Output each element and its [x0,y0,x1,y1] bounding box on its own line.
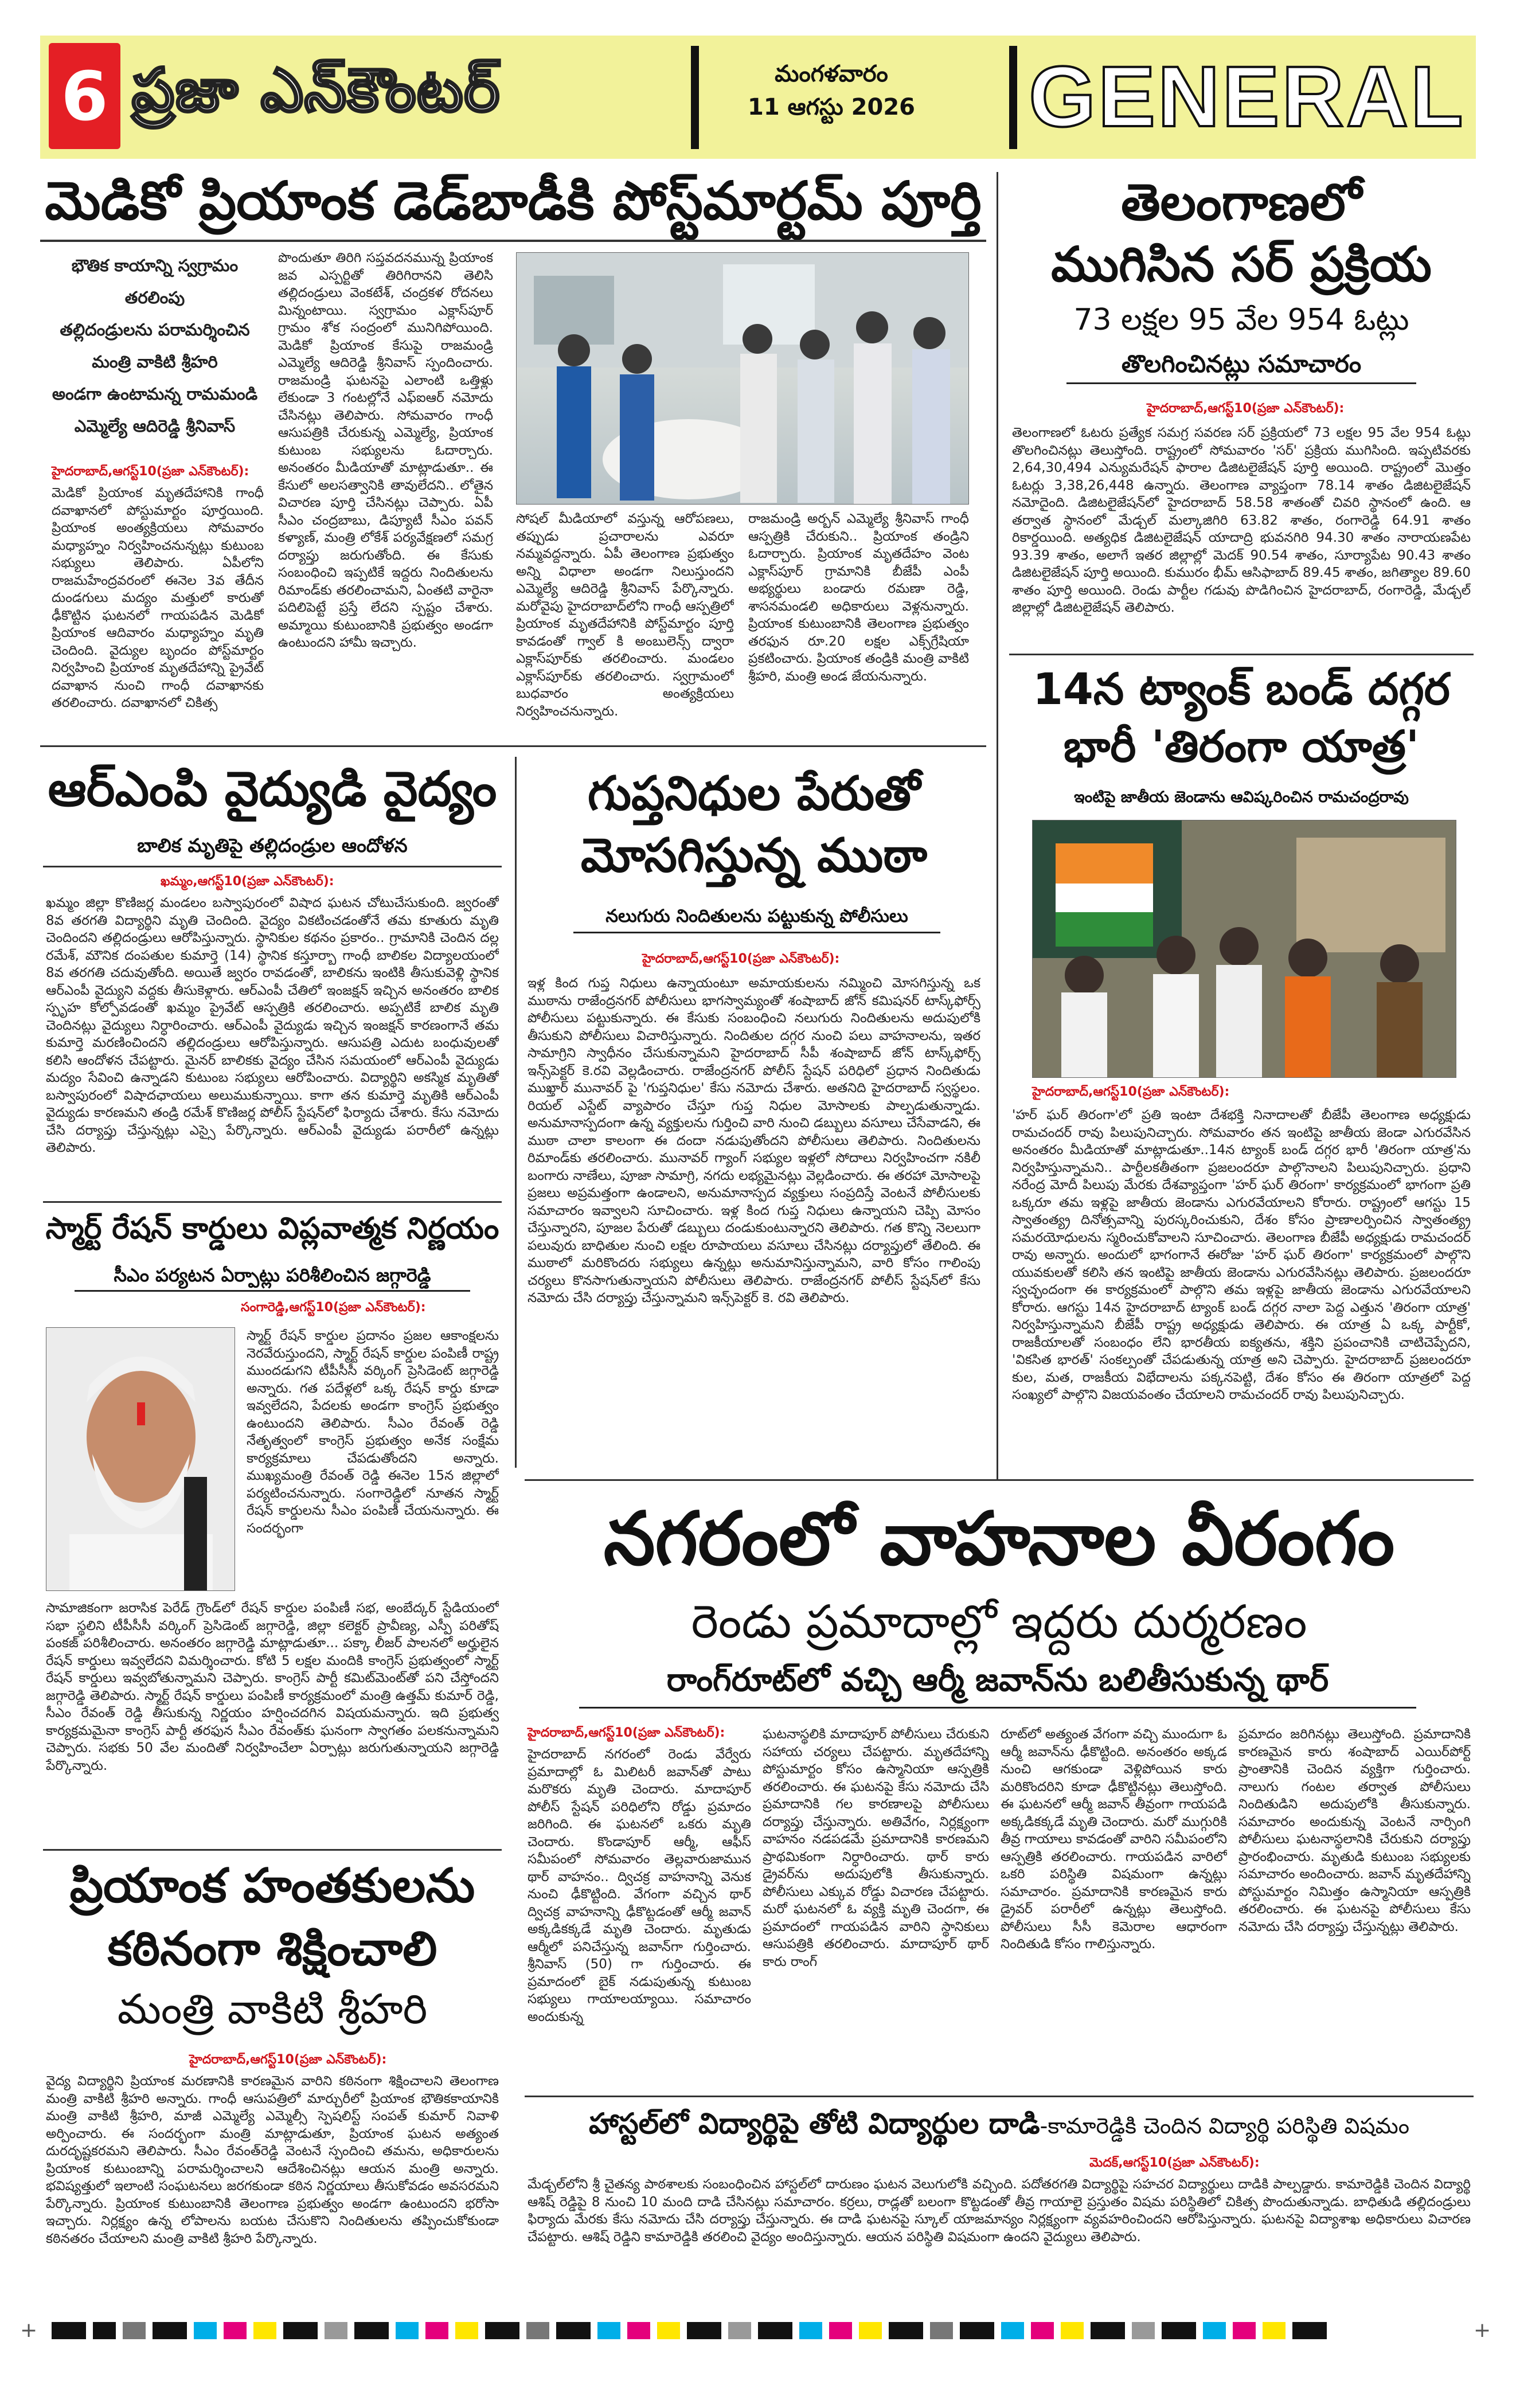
story8-subhead1: రెండు ప్రమాదాల్లో ఇద్దరు దుర్మరణం [691,1595,1307,1648]
story6-headline: స్మార్ట్ రేషన్ కార్డులు విప్లవాత్మక నిర్ణయం [45,1211,499,1246]
story7-top-rule [43,1849,502,1851]
story7-headline-line2: కఠినంగా శిక్షించాలి [107,1922,437,1976]
story2-rule [1009,654,1474,655]
registration-mark-left: + [20,2319,38,2342]
story8-headline: నగరంలో వాహనాల వీరంగం [603,1496,1395,1582]
story7-headline-line3: మంత్రి వాకిటి శ్రీహరి [117,1985,428,2033]
masthead-divider-2 [1009,46,1017,149]
story9-top-rule [525,2096,1474,2097]
story4-headline: ఆర్‌ఎంపి వైద్యుడి వైద్యం [48,761,497,817]
story2-headline-line1: తెలంగాణలో [1121,173,1362,232]
story3-photo [1032,820,1456,1078]
story9-headline [525,2107,1474,2150]
story8-subhead2: రాంగ్‌రూట్‌లో వచ్చి ఆర్మీ జవాన్‌ను బలితీసుకున్న థార్ [579,1663,1416,1709]
story7-dateline: హైదరాబాద్,ఆగస్ట్10(ప్రజా ఎన్‌కౌంటర్): [189,2053,387,2067]
story6-photo [46,1327,235,1591]
story1-photo [516,252,969,505]
intro-line: తల్లిదండ్రులను పరామర్శించిన [60,320,250,339]
story5-subhead: నలుగురు నిందితులను పట్టుకున్న పోలీసులు [573,906,940,933]
story4-rule [43,866,502,867]
intro-line: మంత్రి వాకిటి శ్రీహరి [92,352,218,372]
intro-line: ఎమ్మెల్యే ఆదిరెడ్డి శ్రీనివాస్ [74,416,236,436]
story1-body-col3: సోషల్ మీడియాలో వస్తున్న ఆరోపణలు, తప్పుడు ప్రచారాలను ఎవరూ నమ్మవద్దన్నారు. ఏపీ తెలంగాణ ప్రభుత్వం అన్ని విధాలా అండగా నిలుస్తుందని ఎమ్మెల్యే ఆదిరెడ్డి శ్రీనివాస్ పేర్కొన్నారు. మరోవైపు హైదరాబాద్‌లోని గాంధీ ఆస్పత్రిలో ప్రియాంక మృతదేహానికి పోస్ట్‌మార్టం పూర్తి కావడంతో గ్వాల్ కి అంబులెన్స్ ద్వారా ఎక్లాస్‌పూర్‌కు తరలించారు. మండలం ఎక్లాస్‌పూర్‌కు తరలించారు. స్వగ్రామంలో బుధవారం అంత్యక్రియలు నిర్వహించనున్నారు. [516,511,734,719]
story9-headline-rest: -కామారెడ్డికి చెందిన విద్యార్థి పరిస్థితి విషమం [1040,2113,1409,2139]
registration-mark-right: + [1474,2319,1491,2342]
masthead-date [722,57,940,132]
story1-body-col4: రాజమండ్రి అర్బన్ ఎమ్మెల్యే శ్రీనివాస్ గాంధీ ఆస్పత్రికి చేరుకుని.. ప్రియాంక తండ్రిని ఓదార్చారు. ప్రియాంక మృతదేహం వెంట ఎక్లాస్‌పూర్ గ్రామానికి బీజేపీ ఎంపీ అభ్యర్థులు బండారు రమణా రెడ్డి, శాసనమండలి అధికారులు వెళ్లనున్నారు. ప్రియాంక కుటుంబానికి తెలంగాణ ప్రభుత్వం తరఫున రూ.20 లక్షల ఎక్స్‌గ్రేషియా ప్రకటించారు. ప్రియాంక తండ్రికి మంత్రి వాకిటి శ్రీహరి, మంత్రి అండ జేయనున్నారు. [748,511,969,684]
story6-body-col1: స్మార్ట్ రేషన్ కార్డుల ప్రదానం ప్రజల ఆకాంక్షలను నెరవేరుస్తుందని, స్మార్ట్ రేషన్ కార్డుల పంపిణీ రాష్ట్ర ముందడుగని టీపీసీసీ వర్కింగ్ ప్రెసిడెంట్ జగ్గారెడ్డి అన్నారు. గత పదేళ్లలో ఒక్క రేషన్ కార్డు కూడా ఇవ్వలేదని, పేదలకు అండగా కాంగ్రెస్ ప్రభుత్వం ఉంటుందని తెలిపారు. సీఎం రేవంత్ రెడ్డి నేతృత్వంలో కాంగ్రెస్ ప్రభుత్వం అనేక సంక్షేమ కార్యక్రమాలు చేపడుతోందని అన్నారు. ముఖ్యమంత్రి రేవంత్ రెడ్డి ఈనెల 15న జిల్లాలో పర్యటించనున్నారు. సంగారెడ్డిలో నూతన స్మార్ట్ రేషన్ కార్డులను సీఎం పంపిణీ చేయనున్నారు. ఈ సందర్భంగా [247,1328,499,1536]
weekday: మంగళవారం [775,61,888,87]
story3-kicker: ఇంటిపై జాతీయ జెండాను ఆవిష్కరించిన రామచంద్రరావు [1074,788,1409,806]
story9-headline-bold: హాస్టల్‌లో విద్యార్థిపై తోటి విద్యార్థుల దాడి [589,2107,1040,2140]
story1-intro [52,249,258,462]
intro-line: భౌతిక కాయాన్ని స్వగ్రామం తరలింపు [71,256,239,307]
column-divider [997,172,998,1479]
story5-headline-line2: మోసగిస్తున్న ముఠా [580,828,928,883]
story1-bottom-rule [40,745,986,747]
story1-rule [40,240,986,242]
story5-dateline: హైదరాబాద్,ఆగస్ట్10(ప్రజా ఎన్‌కౌంటర్): [642,952,840,966]
story6-body-wide: సామాజికంగా జరాసిక పెరేడ్ గ్రౌండ్‌లో రేషన్ కార్డుల పంపిణీ సభ, అంబేద్కర్ స్టేడియంలో సభా స్థలిని టీపీసీసీ వర్కింగ్ ప్రెసిడెంట్ జగ్గారెడ్డి, జిల్లా కలెక్టర్ ప్రావీణ్య, ఎస్పీ పరితోష్ పంకజ్ పరిశీలించారు. అనంతరం జగ్గారెడ్డి మాట్లాడుతూ... పక్కా లీజర్ పాలనలో అర్హులైన రేషన్ కార్డులు ఇవ్వలేదని విమర్శించారు. కోటి 5 లక్షల మందికి కాంగ్రెస్ ప్రభుత్వంలో స్మార్ట్ రేషన్ కార్డులు ఇవ్వబోతున్నామని చెప్పారు. కాంగ్రెస్ పార్టీ కమిట్‌మెంట్‌తో పని చేస్తోందని జగ్గారెడ్డి తెలిపారు. స్మార్ట్ రేషన్ కార్డులు పంపిణీ కార్యక్రమంలో మంత్రి ఉత్తమ్ కుమార్ రెడ్డి, సీఎం రేవంత్ రెడ్డి తీసుకున్న నిర్ణయం హర్షించదగిన విషయమన్నారు. ఇది ప్రభుత్వ కార్యక్రమమైనా కాంగ్రెస్ పార్టీ తరఫున సీఎం రేవంత్‌కు ఘనంగా స్వాగతం పలకనున్నామని చెప్పారు. సభకు 50 వేల మందితో నిర్వహించేలా ఏర్పాట్లు జరుగుతున్నాయని జగ్గారెడ్డి పేర్కొన్నారు. [46,1601,499,1773]
story3-headline-line1: 14న ట్యాంక్ బండ్ దగ్గర [1033,663,1450,714]
story8-body-col2: ఘటనాస్థలికి మాదాపూర్ పోలీసులు చేరుకుని సహాయ చర్యలు చేపట్టారు. మృతదేహాన్ని పోస్టుమార్టం కోసం ఉస్మానియా ఆస్పత్రికి తరలించారు. ఈ ఘటనపై కేసు నమోదు చేసి ప్రమాదానికి గల కారణాలపై పోలీసులు దర్యాప్తు చేస్తున్నారు. అతివేగం, నిర్లక్ష్యంగా వాహనం నడపడమే ప్రమాదానికి కారణమని ప్రాథమికంగా నిర్ధారించారు. థార్ కారు డ్రైవర్‌ను అదుపులోకి తీసుకున్నారు. పోలీసులు ఎక్కువ రోడ్డు విచారణ చేపట్టారు. మరో ఘటనలో ఓ వ్యక్తి మృతి చెందగా, ఈ ప్రమాదంలో గాయపడిన వారిని స్థానికులు ఆసుపత్రికి తరలించారు. మాదాపూర్ థార్ కారు రాంగ్ [763,1727,989,1969]
story5-headline-line1: గుప్తనిధుల పేరుతో [587,767,921,821]
section-title: GENERAL [1029,48,1466,144]
story3-body: 'హర్ ఘర్ తిరంగా'లో ప్రతి ఇంటా దేశభక్తి నినాదాలతో బీజేపీ తెలంగాణ అధ్యక్షుడు రామచందర్ రావు పిలుపునిచ్చారు. సోమవారం తన ఇంటిపై జాతీయ జెండా ఎగురవేసిన అనంతరం మీడియాతో మాట్లాడుతూ..14న ట్యాంక్ బండ్ దగ్గర భారీ 'తిరంగా యాత్ర'ను నిర్వహిస్తున్నామని.. పార్టీలకతీతంగా ప్రజలందరూ పాల్గొనాలని పిలుపునిచ్చారు. ప్రధాని నరేంద్ర మోదీ పిలుపు మేరకు దేశవ్యాప్తంగా 'హర్ ఘర్ తిరంగా' కార్యక్రమంలో భాగంగా ప్రతి ఒక్కరూ తమ ఇళ్లపై జాతీయ జెండాను ఎగురవేయాలని కోరారు. రాష్ట్రంలో ఆగస్టు 15 స్వాతంత్య్ర దినోత్సవాన్ని పురస్కరించుకుని, దేశం కోసం ప్రాణాలర్పించిన స్వాతంత్య్ర సమరయోధులను స్మరించుకోవాలని సూచించారు. తెలంగాణ బీజేపీ అధ్యక్షుడు రామచందర్ రావు అన్నారు. అందులో భాగంగానే ఈరోజు 'హర్ ఘర్ తిరంగా' కార్యక్రమంలో పాల్గొని యువకులతో కలిసి తన ఇంటిపై జాతీయ జెండాను ఎగురవేసినట్లు తెలిపారు. ప్రజలందరూ స్వచ్ఛందంగా ఈ కార్యక్రమంలో పాల్గొని తమ ఇళ్లపై జాతీయ జెండాను ఎగురవేయాలని కోరారు. ఆగస్టు 14న హైదరాబాద్ ట్యాంక్ బండ్ దగ్గర నాలా పెద్ద ఎత్తున 'తిరంగా యాత్ర' నిర్వహిస్తున్నామని బీజేపీ రాష్ట్ర అధ్యక్షుడు తెలిపారు. ఈ యాత్ర ఏ ఒక్క పార్టీకో, రాజకీయాలతో సంబంధం లేని భారతీయ ఐక్యతను, శక్తిని ప్రపంచానికి చాటిచెప్పేదని, 'వికసిత భారత్' సంకల్పంతో చేపడుతున్న యాత్ర అని చెప్పారు. హైదరాబాద్ ప్రజలందరూ కుల, మత, రాజకీయ విభేదాలను పక్కనపెట్టి, దేశం కోసం ఈ తిరంగా యాత్రలో పెద్ద సంఖ్యలో పాల్గొని విజయవంతం చేయాలని రామచందర్ రావు పిలుపునిచ్చారు. [1012,1108,1471,1402]
story6-top-rule [43,1201,502,1203]
color-calibration-bar [52,2322,1468,2339]
story4-dateline: ఖమ్మం,ఆగస్ట్10(ప్రజా ఎన్‌కౌంటర్): [161,874,334,889]
story4-subhead: బాలిక మృతిపై తల్లిదండ్రుల ఆందోళన [137,834,408,857]
story1-dateline: హైదరాబాద్,ఆగస్ట్10(ప్రజా ఎన్‌కౌంటర్): [52,464,249,479]
story8-dateline: హైదరాబాద్,ఆగస్ట్10(ప్రజా ఎన్‌కౌంటర్): [528,1726,725,1740]
story6-dateline: సంగారెడ్డి,ఆగస్ట్10(ప్రజా ఎన్‌కౌంటర్): [241,1300,426,1315]
story9-dateline: మెదక్,ఆగస్ట్10(ప్రజా ఎన్‌కౌంటర్): [1089,2156,1260,2170]
story3-headline-line2: భారీ 'తిరంగా యాత్ర' [1063,721,1420,772]
story6-subhead: సీఎం పర్యటన ఏర్పాట్లు పరిశీలించిన జగ్గారెడ్డి [75,1264,470,1292]
story8-body-col4: ప్రమాదం జరిగినట్లు తెలుస్తోంది. ప్రమాదానికి కారణమైన కారు శంషాబాద్ ఎయిర్‌పోర్ట్ ప్రాంతానికి చెందిన వ్యక్తిగా గుర్తించారు. నాలుగు గంటల తర్వాత పోలీసులు నిందితుడిని అదుపులోకి తీసుకున్నారు. సమాచారం అందుకున్న వెంటనే నార్సింగి పోలీసులు ఘటనాస్థలానికి చేరుకుని దర్యాప్తు ప్రారంభించారు. మృతుడి కుటుంబ సభ్యులకు సమాచారం అందించారు. జవాన్ మృతదేహాన్ని పోస్టుమార్టం నిమిత్తం ఉస్మానియా ఆస్పత్రికి తరలించారు. ఈ ఘటనపై పోలీసులు కేసు నమోదు చేసి దర్యాప్తు చేస్తున్నట్లు తెలిపారు. [1238,1727,1471,1934]
story2-figure: 73 లక్షల 95 వేల 954 ఓట్లు [1073,303,1409,337]
paper-name: ప్రజా ఎన్‌కౌంటర్ [132,55,501,125]
story8-body-col1: హైదరాబాద్ నగరంలో రెండు వేర్వేరు ప్రమాదాల్లో ఓ మిలిటరీ జవాన్‌తో పాటు మరొకరు మృతి చెందారు. మాదాపూర్ పోలీస్ స్టేషన్ పరిధిలోని రోడ్డు ప్రమాదం జరిగింది. ఈ ఘటనలో ఒకరు మృతి చెందారు. కొండాపూర్ ఆర్మీ, ఆఫీస్ సమీపంలో సోమవారం తెల్లవారుజామున థార్ వాహనం.. ద్విచక్ర వాహనాన్ని వెనుక నుంచి ఢీకొట్టింది. వేగంగా వచ్చిన థార్ ద్విచక్ర వాహనాన్ని ఢీకొట్టడంతో ఆర్మీ జవాన్ అక్కడికక్కడే మృతి చెందారు. మృతుడు ఆర్మీలో పనిచేస్తున్న జవాన్‌గా గుర్తించారు. శ్రీనివాస్ (50) గా గుర్తించారు. ఈ ప్రమాదంలో బైక్ నడుపుతున్న కుటుంబ సభ్యులు గాయాలయ్యాయి. సమాచారం అందుకున్న [528,1747,751,2024]
intro-line: అండగా ఉంటామన్న రామమండి [52,384,258,404]
story1-headline: మెడికో ప్రియాంక డెడ్‌బాడీకి పోస్ట్‌మార్టమ్ పూర్తి [45,170,982,232]
photo-jagga-reddy [46,1328,235,1591]
story2-headline-line2: ముగిసిన సర్ ప్రక్రియ [1051,236,1432,292]
upper-section-rule [525,1479,1474,1481]
story7-body: వైద్య విద్యార్థిని ప్రియాంక మరణానికి కారణమైన వారిని కఠినంగా శిక్షించాలని తెలంగాణ మంత్రి వాకిటి శ్రీహరి అన్నారు. గాంధీ ఆసుపత్రిలో మార్చురీలో ప్రియాంక భౌతికకాయానికి మంత్రి వాకిటి శ్రీహరి, మాజీ ఎమ్మెల్యే ఎమ్మెల్సీ స్పెషలిస్ట్ సంపత్ కుమార్ నివాళి అర్పించారు. ఈ సందర్భంగా మంత్రి మాట్లాడుతూ, ప్రియాంక ఘటన అత్యంత దురదృష్టకరమని తెలిపారు. సీఎం రేవంత్‌రెడ్డి వెంటనే స్పందించి తమను, అధికారులను ప్రియాంక కుటుంబాన్ని పరామర్శించాలని ఆదేశించినట్లు ఆయన మంత్రి అన్నారు. భవిష్యత్తులో ఇలాంటి సంఘటనలు జరగకుండా కఠిన నిర్ణయాలు తీసుకోవడం అవసరమని పేర్కొన్నారు. ప్రియాంక కుటుంబానికి తెలంగాణ ప్రభుత్వం అండగా ఉంటుందని భరోసా ఇచ్చారు. నిర్లక్ష్యం ఉన్న లోపాలను బయట చేసుకొని నిందితులను తప్పించుకోకుండా కఠినతరం చేయాలని మంత్రి వాకిటి శ్రీహరి పేర్కొన్నారు. [46,2074,499,2246]
story2-dateline: హైదరాబాద్,ఆగస్ట్10(ప్రజా ఎన్‌కౌంటర్): [1147,401,1345,416]
story3-dateline: హైదరాబాద్,ఆగస్ట్10(ప్రజా ఎన్‌కౌంటర్): [1032,1085,1230,1099]
story4-body: ఖమ్మం జిల్లా కొణిజర్ల మండలం బస్వాపురంలో విషాద ఘటన చోటుచేసుకుంది. జ్వరంతో 8వ తరగతి విద్యార్థిని మృతి చెందింది. వైద్యం వికటించడంతోనే తమ కూతురు మృతి చెందిందని తల్లిదండ్రులు ఆరోపిస్తున్నారు. స్థానికుల కథనం ప్రకారం.. గ్రామానికి చెందిన దల్ల రమేశ్, మౌనిక దంపతుల కుమార్తె (14) స్థానిక కస్తూర్బా గాంధీ బాలికల విద్యాలయంలో 8వ తరగతి చదువుతోంది. అయితే జ్వరం రావడంతో, బాలికను ఇంటికి తీసుకువెళ్లి స్థానిక ఆర్‌ఎంపీ వైద్యుని వద్దకు తీసుకెళ్లారు. ఆర్‌ఎంపీ చేతిలో ఇంజక్షన్ ఇచ్చిన అనంతరం బాలిక స్పృహ కోల్పోవడంతో ఖమ్మం ప్రైవేట్ ఆస్పత్రికి తరలించారు. అప్పటికే బాలిక మృతి చెందినట్లు వైద్యులు నిర్ధారించారు. ఆర్‌ఎంపీ వైద్యుడు ఇచ్చిన ఇంజక్షన్ కారణంగానే తమ కుమార్తె మరణించిందని తల్లిదండ్రులు ఆరోపిస్తున్నారు. ఆసుపత్రి ఎదుట బంధువులతో కలిసి ఆందోళన చేపట్టారు. మైనర్ బాలికకు వైద్యం చేసిన సమయంలో ఆర్‌ఎంపీ వైద్యుడు మద్యం సేవించి ఉన్నాడని కుటుంబ సభ్యులు ఆరోపించారు. విద్యార్థిని అకస్మిక మృతితో బస్వాపురంలో విషాదఛాయలు అలుముకున్నాయి. కాగా తన కుమార్తె మృతికి ఆర్‌ఎంపీ వైద్యుడు కారణమని తండ్రి రమేశ్ కొణిజర్ల పోలీస్ స్టేషన్‌లో ఫిర్యాదు చేశారు. కేసు నమోదు చేసి దర్యాప్తు చేస్తున్నట్లు ఎస్సై పేర్కొన్నారు. ఆర్‌ఎంపీ వైద్యుడు పరారీలో ఉన్నట్లు తెలిపారు. [46,896,499,1155]
story2-body: తెలంగాణలో ఓటరు ప్రత్యేక సమగ్ర సవరణ సర్ ప్రక్రియలో 73 లక్షల 95 వేల 954 ఓట్లు తొలగించినట్లు తెలుస్తోంది. రాష్ట్రంలో సోమవారం 'సర్' ప్రక్రియ ముగిసింది. ఇప్పటివరకు 2,64,30,494 ఎన్యుమరేషన్ ఫారాల డిజిటలైజేషన్ పూర్తి అయింది. రాష్ట్రంలో మొత్తం ఓటర్లు 3,38,26,448 ఉన్నారు. తెలంగాణ వ్యాప్తంగా 78.14 శాతం డిజిటలైజేషన్ నమోదైంది. డిజిటలైజేషన్‌లో హైదరాబాద్ 58.58 శాతంతో చివరి స్థానంలో ఉంది. ఆ తర్వాత స్థానంలో మేడ్చల్ మల్కాజిగిరి 63.82 శాతం, రంగారెడ్డి 64.91 శాతం రికార్డయింది. అత్యధిక డిజిటలైజేషన్ యాదాద్రి భువనగిరి 94.30 శాతం నారాయణపేట 93.39 శాతం, అలాగే ఇతర జిల్లాల్లో మెదక్ 90.54 శాతం, సూర్యాపేట 90.43 శాతం డిజిటలైజేషన్ పూర్తి అయింది. కుమురం భీమ్ ఆసిఫాబాద్ 89.45 శాతం, జగిత్యాల 89.60 శాతం పూర్తి అయింది. రెండు పార్టీల గడువు పొడిగించిన హైదరాబాద్, రంగారెడ్డి, మేడ్చల్ జిల్లాల్లో డిజిటలైజేషన్ తెలిపారు. [1012,425,1471,615]
story7-headline-line1: ప్రియాంక హంతకులను [69,1859,475,1913]
photo-officials-at-morgue [517,253,969,505]
middle-divider [515,757,517,1468]
story9-body: మేడ్చల్‌లోని శ్రీ చైతన్య పాఠశాలకు సంబంధించిన హాస్టల్‌లో దారుణం ఘటన వెలుగులోకి వచ్చింది. పదోతరగతి విద్యార్థిపై సహచర విద్యార్థులు దాడికి పాల్పడ్డారు. కామారెడ్డికి చెందిన విద్యార్థి ఆశిష్ రెడ్డిపై 8 నుంచి 10 మంది దాడి చేసినట్లు సమాచారం. కర్రలు, రాడ్లతో బలంగా కొట్టడంతో తీవ్ర గాయాలై ప్రస్తుతం విషమ పరిస్థితిలో చికిత్స పొందుతున్నాడు. బాధితుడి తల్లిదండ్రులు ఫిర్యాదు మేరకు కేసు నమోదు చేసి దర్యాప్తు చేస్తున్నారు. ఈ దాడి ఘటనపై స్కూల్ యాజమాన్యం నిర్లక్ష్యంగా వ్యవహరించిందని ఆరోపిస్తున్నారు. ఘటనపై విద్యాశాఖ అధికారులు విచారణ చేపట్టారు. ఆశిష్ రెడ్డిని కామారెడ్డికి తరలించి వైద్యం అందిస్తున్నారు. ఆయన పరిస్థితి విషమంగా ఉందని వైద్యులు తెలిపారు. [528,2177,1471,2245]
masthead-divider [691,46,699,149]
story5-body: ఇళ్ల కింద గుప్త నిధులు ఉన్నాయంటూ అమాయకులను నమ్మించి మోసగిస్తున్న ఒక ముఠాను రాజేంద్రనగర్ పోలీసులు భాగస్వామ్యంతో శంషాబాద్ జోన్ కమిషనర్ టాస్క్‌ఫోర్స్ పోలీసులు పట్టుకున్నారు. ఈ కేసుకు సంబంధించి నలుగురు నిందితులను అదుపులోకి తీసుకుని పోలీసులు విచారిస్తున్నారు. నిందితుల దగ్గర నుంచి పలు వాహనాలను, ఇతర సామాగ్రిని స్వాధీనం చేసుకున్నామని హైదరాబాద్ సీపీ శంషాబాద్ జోన్ టాస్క్‌ఫోర్స్ ఇన్స్‌పెక్టర్ కె.రవి వెల్లడించారు. రాజేంద్రనగర్ పోలీస్ స్టేషన్ పరిధిలో ప్రధాన నిందితుడు ముఖ్తార్ మునావర్ పై 'గుప్తనిధుల' కేసు నమోదు చేశారు. అతనిది హైదరాబాద్ స్వస్థలం. రియల్ ఎస్టేట్ వ్యాపారం చేస్తూ గుప్త నిధుల మోసాలకు పాల్పడుతున్నాడు. అనుమానాస్పదంగా ఉన్న వ్యక్తులను గుర్తించి వారి నుంచి డబ్బులు వసూలు చేసేవాడని, ఈ ముఠా చాలా కాలంగా ఈ దందా నడుపుతోందని పోలీసులు తెలిపారు. నిందితులను రిమాండ్‌కు తరలించారు. మునావర్ గ్యాంగ్ సభ్యుల ఇళ్లలో సోదాలు నిర్వహించగా నకిలీ బంగారు నాణేలు, పూజా సామాగ్రి, నగదు లభ్యమైనట్లు వెల్లడించారు. ఈ తరహా మోసాలపై ప్రజలు అప్రమత్తంగా ఉండాలని, అనుమానాస్పద వ్యక్తులు సంప్రదిస్తే వెంటనే పోలీసులకు సమాచారం ఇవ్వాలని సూచించారు. ఇళ్ల కింద గుప్త నిధులు ఉన్నాయని చెప్పి మోసం చేస్తున్నారని, పూజల పేరుతో డబ్బులు దండుకుంటున్నారని తెలిపారు. గత కొన్ని నెలలుగా పలువురు బాధితుల నుంచి లక్షల రూపాయలు వసూలు చేసినట్లు దర్యాప్తులో తేలింది. ఈ ముఠాలో మరికొందరు సభ్యులు ఉన్నట్లు అనుమానిస్తున్నామని, వారి కోసం గాలింపు చర్యలు కొనసాగుతున్నాయని పోలీసులు తెలిపారు. రాజేంద్రనగర్ పోలీస్ స్టేషన్‌లో కేసు నమోదు చేసి దర్యాప్తు చేస్తున్నామని ఇన్స్‌పెక్టర్ కె. రవి తెలిపారు. [528,976,980,1305]
story1-body-col2: పొందుతూ తిరిగి సప్తవదనమున్న ప్రియాంక జవ ఎస్పర్టితో తిరిగిరానని తెలిసి తల్లిదండ్రులు వెంకటేశ్, చంద్రకళ రోదనలు మిన్నంటాయి. స్వగ్రామం ఎక్లాస్‌పూర్ గ్రామం శోక సంద్రంలో మునిగిపోయింది. మెడికో ప్రియాంక కేసుపై రాజమండ్రి ఎమ్మెల్యే ఆదిరెడ్డి శ్రీనివాస్ స్పందించారు. రాజమండ్రి ఘటనపై ఎలాంటి ఒత్తిళ్లు లేకుండా 3 గంటల్లోనే ఎఫ్ఐఆర్ నమోదు చేసినట్లు తెలిపారు. సోమవారం గాంధీ ఆసుపత్రికి చేరుకున్న ఎమ్మెల్యే, ప్రియాంక కుటుంబ సభ్యులను ఓదార్చారు. అనంతరం మీడియాతో మాట్లాడుతూ.. ఈ కేసులో అలసత్వానికి తావులేదని.. లోతైన విచారణ పూర్తి చేసినట్లు చెప్పారు. ఏపీ సీఎం చంద్రబాబు, డిప్యూటీ సీఎం పవన్ కళ్యాణ్, మంత్రి లోకేశ్ పర్యవేక్షణలో సమగ్ర దర్యాప్తు జరుగుతోంది. ఈ కేసుకు సంబంధించి ఇప్పటికే ఇద్దరు నిందితులను రిమాండ్‌కు తరలించామని, ఏంతటి వారైనా పదిలిపెట్టే ప్రస్తే లేదని స్పష్టం చేశారు. అమ్మాయి కుటుంబానికి ప్రభుత్వం అండగా ఉంటుందని హామీ ఇచ్చారు. [278,251,493,650]
story2-subhead: తొలగించినట్లు సమాచారం [1066,350,1416,384]
story1-body-col1: మెడికో ప్రియాంక మృతదేహానికి గాంధీ దవాఖానలో పోస్టుమార్టం పూర్తయింది. ప్రియాంక అంత్యక్రియలు సోమవారం మధ్యాహ్నం నిర్వహించనున్నట్లు కుటుంబ సభ్యులు తెలిపారు. ఏపీలోని రాజమహేంద్రవరంలో ఈనెల 3వ తేదీన దుండగులు మద్యం మత్తులో కారుతో ఢీకొట్టిన ఘటనలో గాయపడిన మెడికో ప్రియాంక ఆదివారం మధ్యాహ్నం మృతి చెందింది. వైద్యుల బృందం పోస్ట్‌మార్టం నిర్వహించి ప్రియాంక మృతదేహాన్ని ప్రైవేట్ దవాఖాన నుంచి గాంధీ దవాఖానకు తరలించారు. దవాఖానలో చికిత్స [52,486,264,710]
issue-date: 11 ఆగస్టు 2026 [747,94,915,120]
photo-flag-hoisting [1033,820,1456,1078]
page-number: 6 [49,43,120,149]
story8-body-col3: రూట్‌లో అత్యంత వేగంగా వచ్చి ముందుగా ఓ ఆర్మీ జవాన్‌ను ఢీకొట్టింది. అనంతరం అక్కడ నుంచి ఆగకుండా వెళ్లిపోయిన కారు మరికొందరిని కూడా ఢీకొట్టినట్లు తెలుస్తోంది. ఈ ఘటనలో ఆర్మీ జవాన్ తీవ్రంగా గాయపడి అక్కడికక్కడే మృతి చెందారు. మరో ముగ్గురికి తీవ్ర గాయాలు కావడంతో వారిని సమీపంలోని ఆస్పత్రికి తరలించారు. గాయపడిన వారిలో ఒకరి పరిస్థితి విషమంగా ఉన్నట్లు సమాచారం. ప్రమాదానికి కారణమైన కారు డ్రైవర్ పరారీలో ఉన్నట్లు తెలుస్తోంది. పోలీసులు సీసీ కెమెరాల ఆధారంగా నిందితుడి కోసం గాలిస్తున్నారు. [1001,1727,1227,1952]
